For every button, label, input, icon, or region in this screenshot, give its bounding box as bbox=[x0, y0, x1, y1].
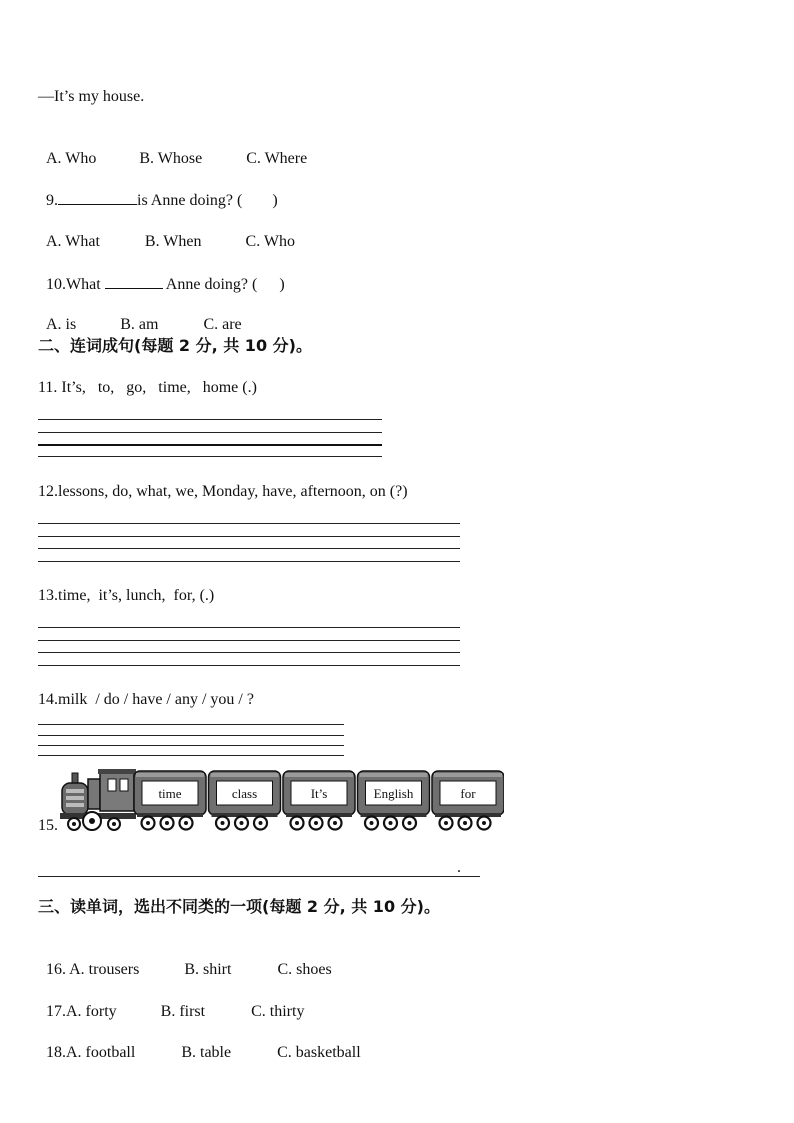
wheel-hub bbox=[408, 821, 412, 825]
wheel-hub bbox=[333, 821, 337, 825]
q8-option-c[interactable]: C. Where bbox=[246, 150, 308, 167]
q9-answer-blank[interactable] bbox=[58, 190, 137, 205]
wheel-hub bbox=[370, 821, 374, 825]
q13-prompt: 13.time, it’s, lunch, for, (.) bbox=[38, 587, 215, 604]
q16-options bbox=[38, 940, 332, 980]
q9-option-a[interactable]: A. What bbox=[46, 233, 100, 250]
train-car-word: English bbox=[373, 786, 414, 801]
q9-option-b[interactable]: B. When bbox=[144, 233, 202, 250]
train-car[interactable] bbox=[134, 771, 206, 830]
answer-line bbox=[38, 548, 460, 549]
section3-title: 三、读单词，选出不同类的一项(每题 2 分, 共 10 分)。 bbox=[38, 897, 440, 916]
q10-option-c[interactable]: C. are bbox=[203, 316, 242, 333]
q8-option-a[interactable]: A. Who bbox=[46, 150, 97, 167]
train-car-word: for bbox=[460, 786, 476, 801]
wheel-hub bbox=[165, 821, 169, 825]
train-car-roof bbox=[285, 773, 353, 777]
q17-option-c[interactable]: C. thirty bbox=[251, 1003, 305, 1020]
q9-number: 9. bbox=[46, 192, 58, 209]
q9-options bbox=[38, 212, 295, 252]
answer-line bbox=[38, 652, 460, 653]
q9-close-paren: ) bbox=[272, 192, 278, 209]
q16-option-b[interactable]: B. shirt bbox=[184, 961, 232, 978]
q18-option-c[interactable]: C. basketball bbox=[277, 1044, 361, 1061]
train-car-word: It’s bbox=[310, 786, 328, 801]
answer-line bbox=[38, 755, 344, 756]
q15-number: 15. bbox=[38, 817, 58, 834]
q18-option-b[interactable]: B. table bbox=[181, 1044, 232, 1061]
answer-line bbox=[38, 444, 382, 446]
q14-prompt: 14.milk / do / have / any / you / ? bbox=[38, 691, 254, 708]
q16-option-a[interactable]: 16. A. trousers bbox=[46, 961, 140, 978]
wheel-hub bbox=[259, 821, 263, 825]
wheel-hub bbox=[295, 821, 299, 825]
train-car[interactable] bbox=[432, 771, 504, 830]
q9-option-c[interactable]: C. Who bbox=[245, 233, 295, 250]
answer-line bbox=[38, 561, 460, 562]
wheel-hub bbox=[314, 821, 318, 825]
train-car-roof bbox=[211, 773, 279, 777]
train-car-roof bbox=[136, 773, 204, 777]
q10-question bbox=[38, 254, 285, 295]
q10-text: Anne doing? ( bbox=[165, 276, 258, 293]
train-car-word: time bbox=[158, 786, 182, 801]
q18-options bbox=[38, 1023, 361, 1063]
q15-end-mark: . bbox=[457, 859, 461, 876]
locomotive-icon bbox=[60, 769, 136, 830]
q15-answer-line[interactable] bbox=[38, 876, 480, 877]
q18-option-a[interactable]: 18.A. football bbox=[46, 1044, 136, 1061]
train-car-word: class bbox=[231, 786, 258, 801]
section2-title: 二、连词成句(每题 2 分, 共 10 分)。 bbox=[38, 336, 312, 355]
answer-line bbox=[38, 627, 460, 628]
answer-line bbox=[38, 456, 382, 457]
answer-line bbox=[38, 724, 344, 725]
wheel-hub bbox=[444, 821, 448, 825]
wheel-hub bbox=[463, 821, 467, 825]
q17-options bbox=[38, 982, 304, 1022]
train-car[interactable] bbox=[358, 771, 430, 830]
wheel-hub bbox=[482, 821, 486, 825]
q10-close-paren: ) bbox=[279, 276, 285, 293]
train-car-roof bbox=[434, 773, 502, 777]
answer-line bbox=[38, 640, 460, 641]
q12-prompt: 12.lessons, do, what, we, Monday, have, afternoon, on (?) bbox=[38, 483, 408, 500]
answer-line bbox=[38, 432, 382, 433]
wheel-hub bbox=[146, 821, 150, 825]
q8-options bbox=[38, 129, 307, 169]
answer-line bbox=[38, 523, 460, 524]
train-car[interactable] bbox=[283, 771, 355, 830]
train-car[interactable] bbox=[209, 771, 281, 830]
wheel-hub bbox=[389, 821, 393, 825]
wheel-hub bbox=[221, 821, 225, 825]
q11-prompt: 11. It’s, to, go, time, home (.) bbox=[38, 379, 257, 396]
q16-option-c[interactable]: C. shoes bbox=[277, 961, 332, 978]
answer-line bbox=[38, 419, 382, 420]
wheel-hub bbox=[240, 821, 244, 825]
q10-answer-blank[interactable] bbox=[105, 274, 163, 289]
q17-option-b[interactable]: B. first bbox=[160, 1003, 206, 1020]
q9-text: is Anne doing? ( bbox=[137, 192, 243, 209]
wheel-hub bbox=[184, 821, 188, 825]
q17-option-a[interactable]: 17.A. forty bbox=[46, 1003, 117, 1020]
train-illustration bbox=[60, 769, 504, 833]
answer-line bbox=[38, 745, 344, 746]
q8-answer-line: —It’s my house. bbox=[38, 88, 145, 105]
q10-option-a[interactable]: A. is bbox=[46, 316, 77, 333]
q10-option-b[interactable]: B. am bbox=[120, 316, 159, 333]
train-car-roof bbox=[360, 773, 428, 777]
q8-option-b[interactable]: B. Whose bbox=[139, 150, 203, 167]
answer-line bbox=[38, 665, 460, 666]
q10-prefix: 10.What bbox=[46, 276, 101, 293]
answer-line bbox=[38, 536, 460, 537]
q10-options bbox=[38, 295, 242, 335]
answer-line bbox=[38, 735, 344, 736]
q9-question bbox=[38, 170, 278, 211]
